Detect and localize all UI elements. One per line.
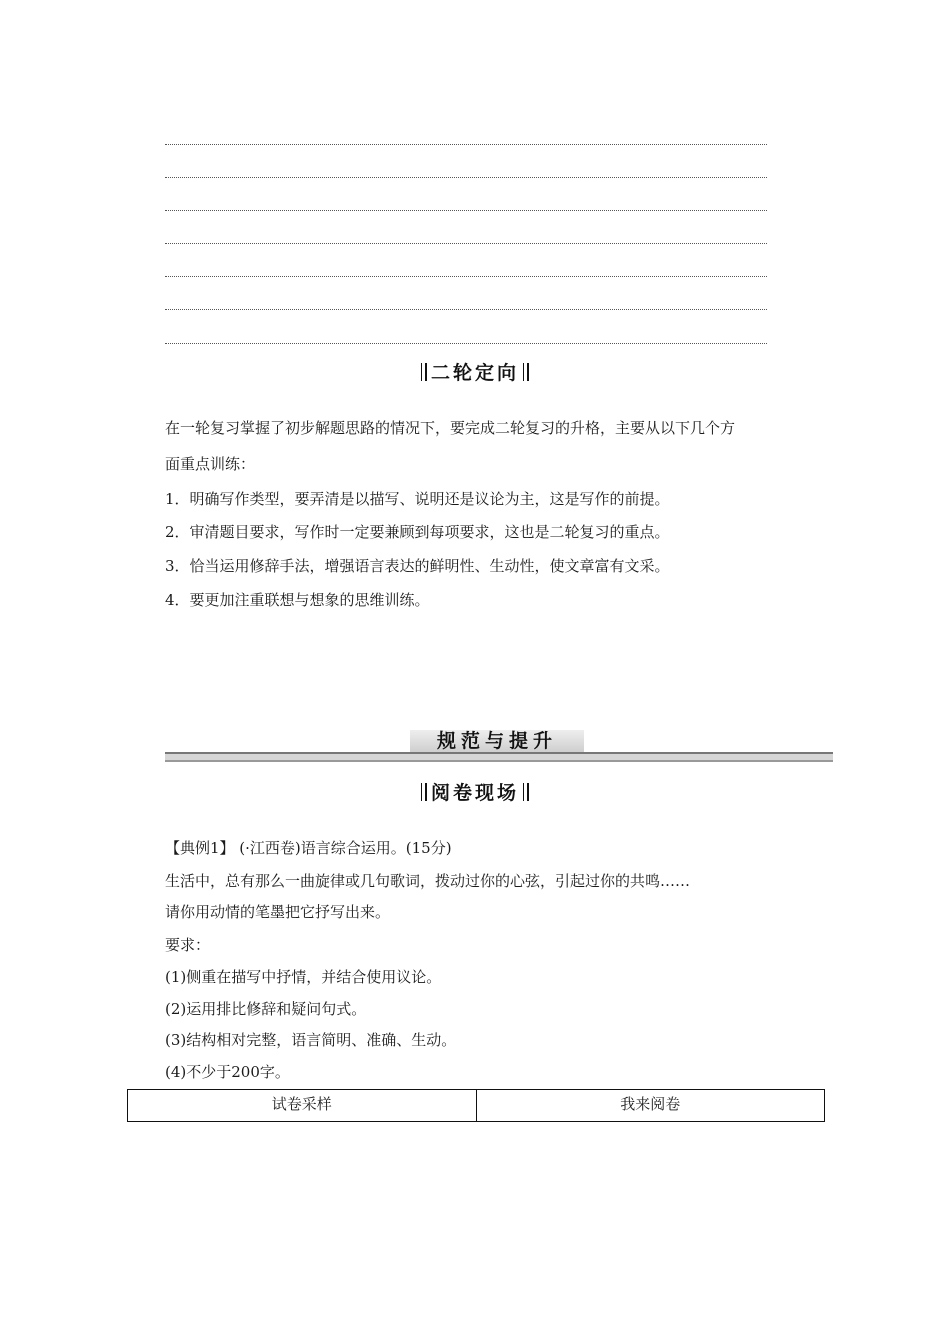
writing-line bbox=[165, 343, 767, 344]
writing-line bbox=[165, 309, 767, 310]
banner-band bbox=[165, 752, 833, 762]
banner-title: 规范与提升 bbox=[410, 730, 584, 752]
point-item: 2．审清题目要求，写作时一定要兼顾到每项要求，这也是二轮复习的重点。 bbox=[165, 523, 670, 541]
section-heading-review bbox=[0, 358, 950, 385]
requirements-label: 要求： bbox=[165, 936, 211, 954]
heading-bar-left bbox=[421, 363, 427, 381]
point-item: 1．明确写作类型，要弄清是以描写、说明还是议论为主，这是写作的前提。 bbox=[165, 490, 670, 508]
section-heading-text: 阅卷现场 bbox=[430, 782, 519, 804]
example-header: 【典例1】 (·江西卷)语言综合运用。(15分) bbox=[165, 839, 452, 857]
writing-line bbox=[165, 210, 767, 211]
requirement-item: (2)运用排比修辞和疑问句式。 bbox=[165, 1000, 367, 1018]
requirement-item: (1)侧重在描写中抒情，并结合使用议论。 bbox=[165, 968, 442, 986]
point-item: 4．要更加注重联想与想象的思维训练。 bbox=[165, 591, 430, 609]
writing-line bbox=[165, 276, 767, 277]
writing-line bbox=[165, 177, 767, 178]
section-heading-grading bbox=[0, 778, 950, 805]
example-prompt-2: 请你用动情的笔墨把它抒写出来。 bbox=[165, 903, 391, 921]
intro-line-2: 面重点训练： bbox=[165, 455, 256, 473]
writing-line bbox=[165, 144, 767, 145]
table-header-sample: 试卷采样 bbox=[271, 1095, 332, 1113]
heading-bar-right bbox=[523, 783, 529, 801]
requirement-item: (3)结构相对完整，语言简明、准确、生动。 bbox=[165, 1031, 457, 1049]
table-header-grading: 我来阅卷 bbox=[476, 1090, 825, 1121]
section-heading-text: 二轮定向 bbox=[430, 362, 519, 384]
example-prompt-1: 生活中，总有那么一曲旋律或几句歌词，拨动过你的心弦，引起过你的共鸣…… bbox=[165, 872, 691, 890]
requirement-item: (4)不少于200字。 bbox=[165, 1063, 290, 1081]
point-item: 3．恰当运用修辞手法，增强语言表达的鲜明性、生动性，使文章富有文采。 bbox=[165, 557, 670, 575]
heading-bar-left bbox=[421, 783, 427, 801]
heading-bar-right bbox=[523, 363, 529, 381]
grading-table bbox=[127, 1089, 825, 1122]
intro-line-1: 在一轮复习掌握了初步解题思路的情况下，要完成二轮复习的升格，主要从以下几个方 bbox=[165, 419, 736, 437]
writing-line bbox=[165, 243, 767, 244]
